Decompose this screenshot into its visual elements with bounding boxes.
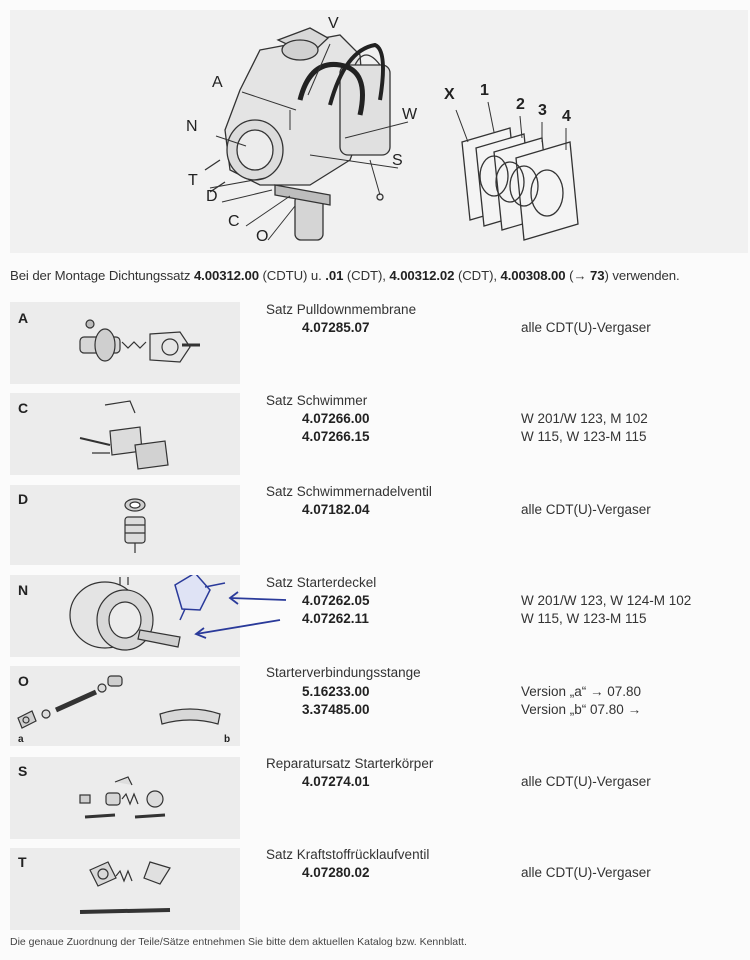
thumb-fuel-return-valve	[10, 848, 240, 930]
fitment: Version „a“ → 07.80	[521, 684, 642, 699]
arrow-right-icon: →	[573, 268, 587, 283]
carburetor-diagram	[10, 10, 748, 253]
fitment: Version „b“ 07.80 →	[521, 702, 642, 717]
intro-segment: (CDTU) u.	[258, 268, 326, 283]
row-letter: N	[18, 582, 29, 598]
callout-n: N	[186, 118, 198, 135]
callout-3: 3	[538, 102, 547, 119]
fuel-return-valve-illustration	[10, 848, 240, 930]
callout-1: 1	[480, 82, 489, 99]
thumb-starter-rod	[10, 666, 240, 746]
fitment: alle CDT(U)-Vergaser	[521, 865, 651, 880]
callout-v: V	[328, 15, 339, 32]
intro-segment: Bei der Montage Dichtungssatz	[10, 268, 194, 283]
thumb-float-kit	[10, 393, 240, 475]
handwritten-arrows	[190, 582, 290, 642]
kit-title: Satz Schwimmernadelventil	[266, 484, 432, 499]
gasket-set-part-4: 4.00308.00	[500, 268, 566, 283]
part-number: 4.07274.01	[302, 774, 370, 789]
callout-s: S	[392, 152, 403, 169]
carburetor-illustration	[10, 10, 748, 253]
part-number: 4.07262.11	[302, 611, 369, 626]
starter-rod-illustration	[10, 666, 240, 746]
row-letter: D	[18, 491, 29, 507]
intro-segment: (CDT),	[454, 268, 501, 283]
kit-title: Satz Starterdeckel	[266, 575, 377, 590]
part-number: 5.16233.00	[302, 684, 370, 699]
fitment: W 201/W 123, W 124-M 102	[521, 593, 692, 608]
part-number: 3.37485.00	[302, 702, 370, 717]
kit-title: Satz Pulldownmembrane	[266, 302, 417, 317]
part-number: 4.07266.15	[302, 429, 370, 444]
part-number: 4.07285.07	[302, 320, 370, 335]
kit-title: Satz Kraftstoffrücklaufventil	[266, 847, 430, 862]
float-illustration	[10, 393, 240, 475]
gasket-set-part-1: 4.00312.00	[193, 268, 259, 283]
intro-text	[10, 268, 746, 283]
row-letter: A	[18, 310, 29, 326]
row-letter: S	[18, 763, 28, 779]
part-number: 4.07262.05	[302, 593, 370, 608]
callout-2: 2	[516, 96, 525, 113]
footnote: Die genaue Zuordnung der Teile/Sätze entnehmen Sie bitte dem aktuellen Katalog bzw. Kennblatt.	[10, 936, 467, 948]
needle-valve-illustration	[10, 485, 240, 565]
fitment: W 201/W 123, M 102	[521, 411, 648, 426]
starter-body-illustration	[10, 757, 240, 839]
kit-title: Satz Schwimmer	[266, 393, 368, 408]
intro-segment: ) verwenden.	[604, 268, 680, 283]
thumb-float-needle-valve	[10, 485, 240, 565]
caption-b: b	[224, 734, 231, 745]
intro-segment: (	[565, 268, 574, 283]
callout-w: W	[402, 106, 418, 123]
row-letter: C	[18, 400, 29, 416]
row-letter: O	[18, 673, 29, 689]
pulldown-membrane-illustration	[10, 302, 240, 384]
callout-a: A	[212, 74, 223, 91]
fitment: alle CDT(U)-Vergaser	[521, 502, 651, 517]
row-letter: T	[18, 854, 27, 870]
part-number: 4.07182.04	[302, 502, 370, 517]
fitment: W 115, W 123-M 115	[521, 611, 647, 626]
gasket-set-part-2: .01	[325, 268, 344, 283]
callout-o: O	[256, 228, 269, 245]
kit-title: Reparatursatz Starterkörper	[266, 756, 434, 771]
part-number: 4.07266.00	[302, 411, 370, 426]
kit-title: Starterverbindungsstange	[266, 665, 421, 680]
thumb-starter-body-repair	[10, 757, 240, 839]
caption-a: a	[18, 734, 24, 745]
page-reference: 73	[590, 268, 605, 283]
fitment: alle CDT(U)-Vergaser	[521, 320, 651, 335]
intro-segment: (CDT),	[343, 268, 390, 283]
fitment: alle CDT(U)-Vergaser	[521, 774, 651, 789]
callout-t: T	[188, 172, 198, 189]
callout-x: X	[444, 86, 455, 103]
callout-c: C	[228, 213, 240, 230]
callout-d: D	[206, 188, 218, 205]
gasket-set-part-3: 4.00312.02	[389, 268, 455, 283]
fitment: W 115, W 123-M 115	[521, 429, 647, 444]
thumb-pulldown-membrane	[10, 302, 240, 384]
part-number: 4.07280.02	[302, 865, 370, 880]
callout-4: 4	[562, 108, 571, 125]
